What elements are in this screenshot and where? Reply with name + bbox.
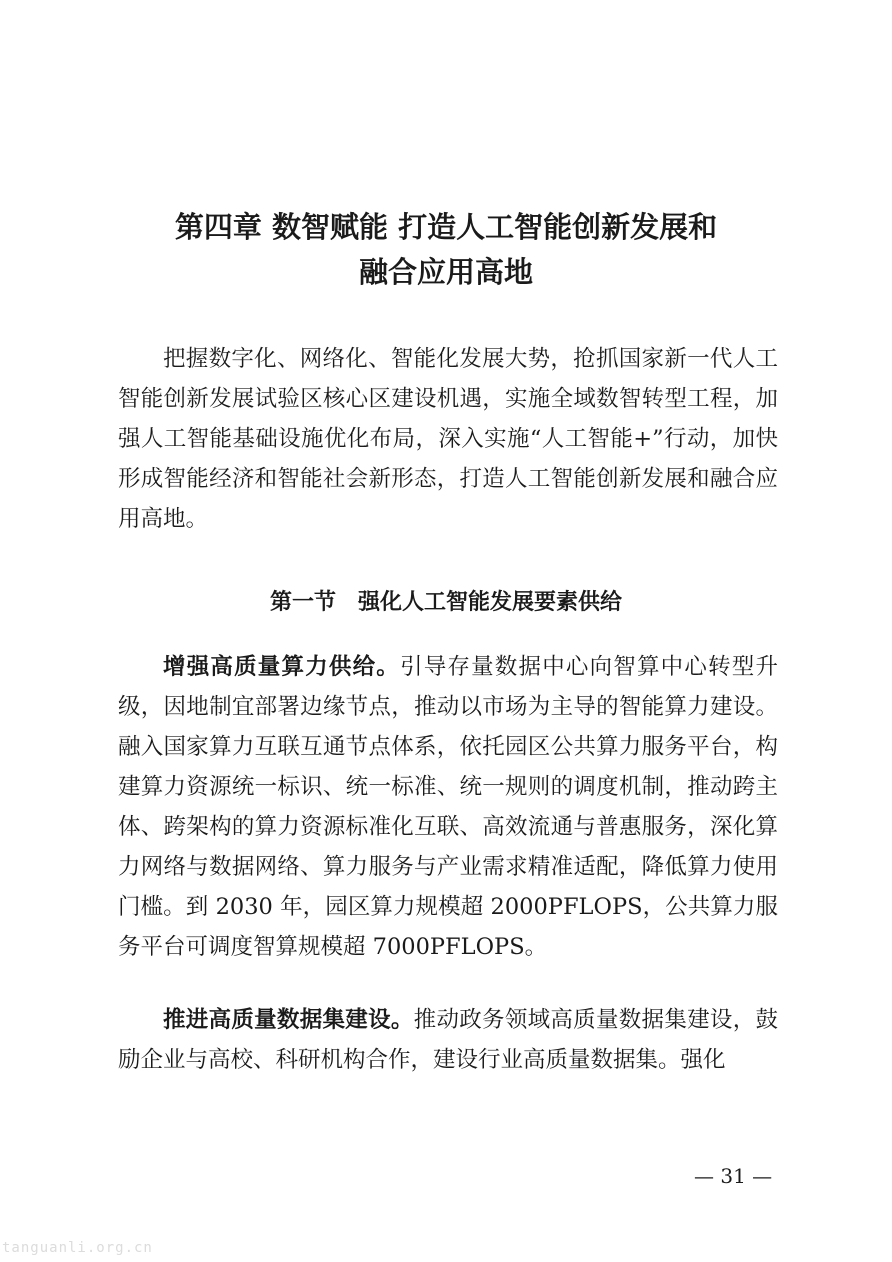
section-heading: 第一节 强化人工智能发展要素供给	[269, 590, 622, 615]
paragraph-body: 引导存量数据中心向智算中心转型升级，因地制宜部署边缘节点，推动以市场为主导的智能算力建设。融入国家算力互联互通节点体系，依托园区公共算力服务平台，构建算力资源统一标识、统一标准、统一规则的调度机制，推动跨主体、跨架构的算力资源标准化互联、高效流通与普惠服务，深化算力网络与数据网络、算力服务与产业需求精准适配，降低算力使用门槛。到 2030 年，园区算力规模超 2000PFLOPS，公共算力服务平台可调度智算规模超 7000PFLOPS。	[118, 654, 778, 960]
paragraph-compute-supply	[118, 647, 778, 967]
paragraph-lead: 推进高质量数据集建设。	[163, 1007, 414, 1033]
paragraph-dataset-construction	[118, 1000, 778, 1080]
paragraph-lead: 增强高质量算力供给。	[163, 654, 400, 680]
intro-paragraph: 把握数字化、网络化、智能化发展大势，抢抓国家新一代人工智能创新发展试验区核心区建设机遇，实施全域数智转型工程，加强人工智能基础设施优化布局，深入实施“人工智能+”行动，加快形成智能经济和智能社会新形态，打造人工智能创新发展和融合应用高地。	[118, 346, 778, 532]
chapter-title-line-1: 第四章 数智赋能 打造人工智能创新发展和	[174, 210, 718, 244]
watermark: tanguanli.org.cn	[2, 1240, 153, 1256]
paragraph-body: 推动政务领域高质量数据集建设，鼓励企业与高校、科研机构合作，建设行业高质量数据集。强化	[118, 1007, 778, 1073]
chapter-title-line-2: 融合应用高地	[358, 255, 533, 289]
page-number: — 31 —	[694, 1164, 773, 1188]
